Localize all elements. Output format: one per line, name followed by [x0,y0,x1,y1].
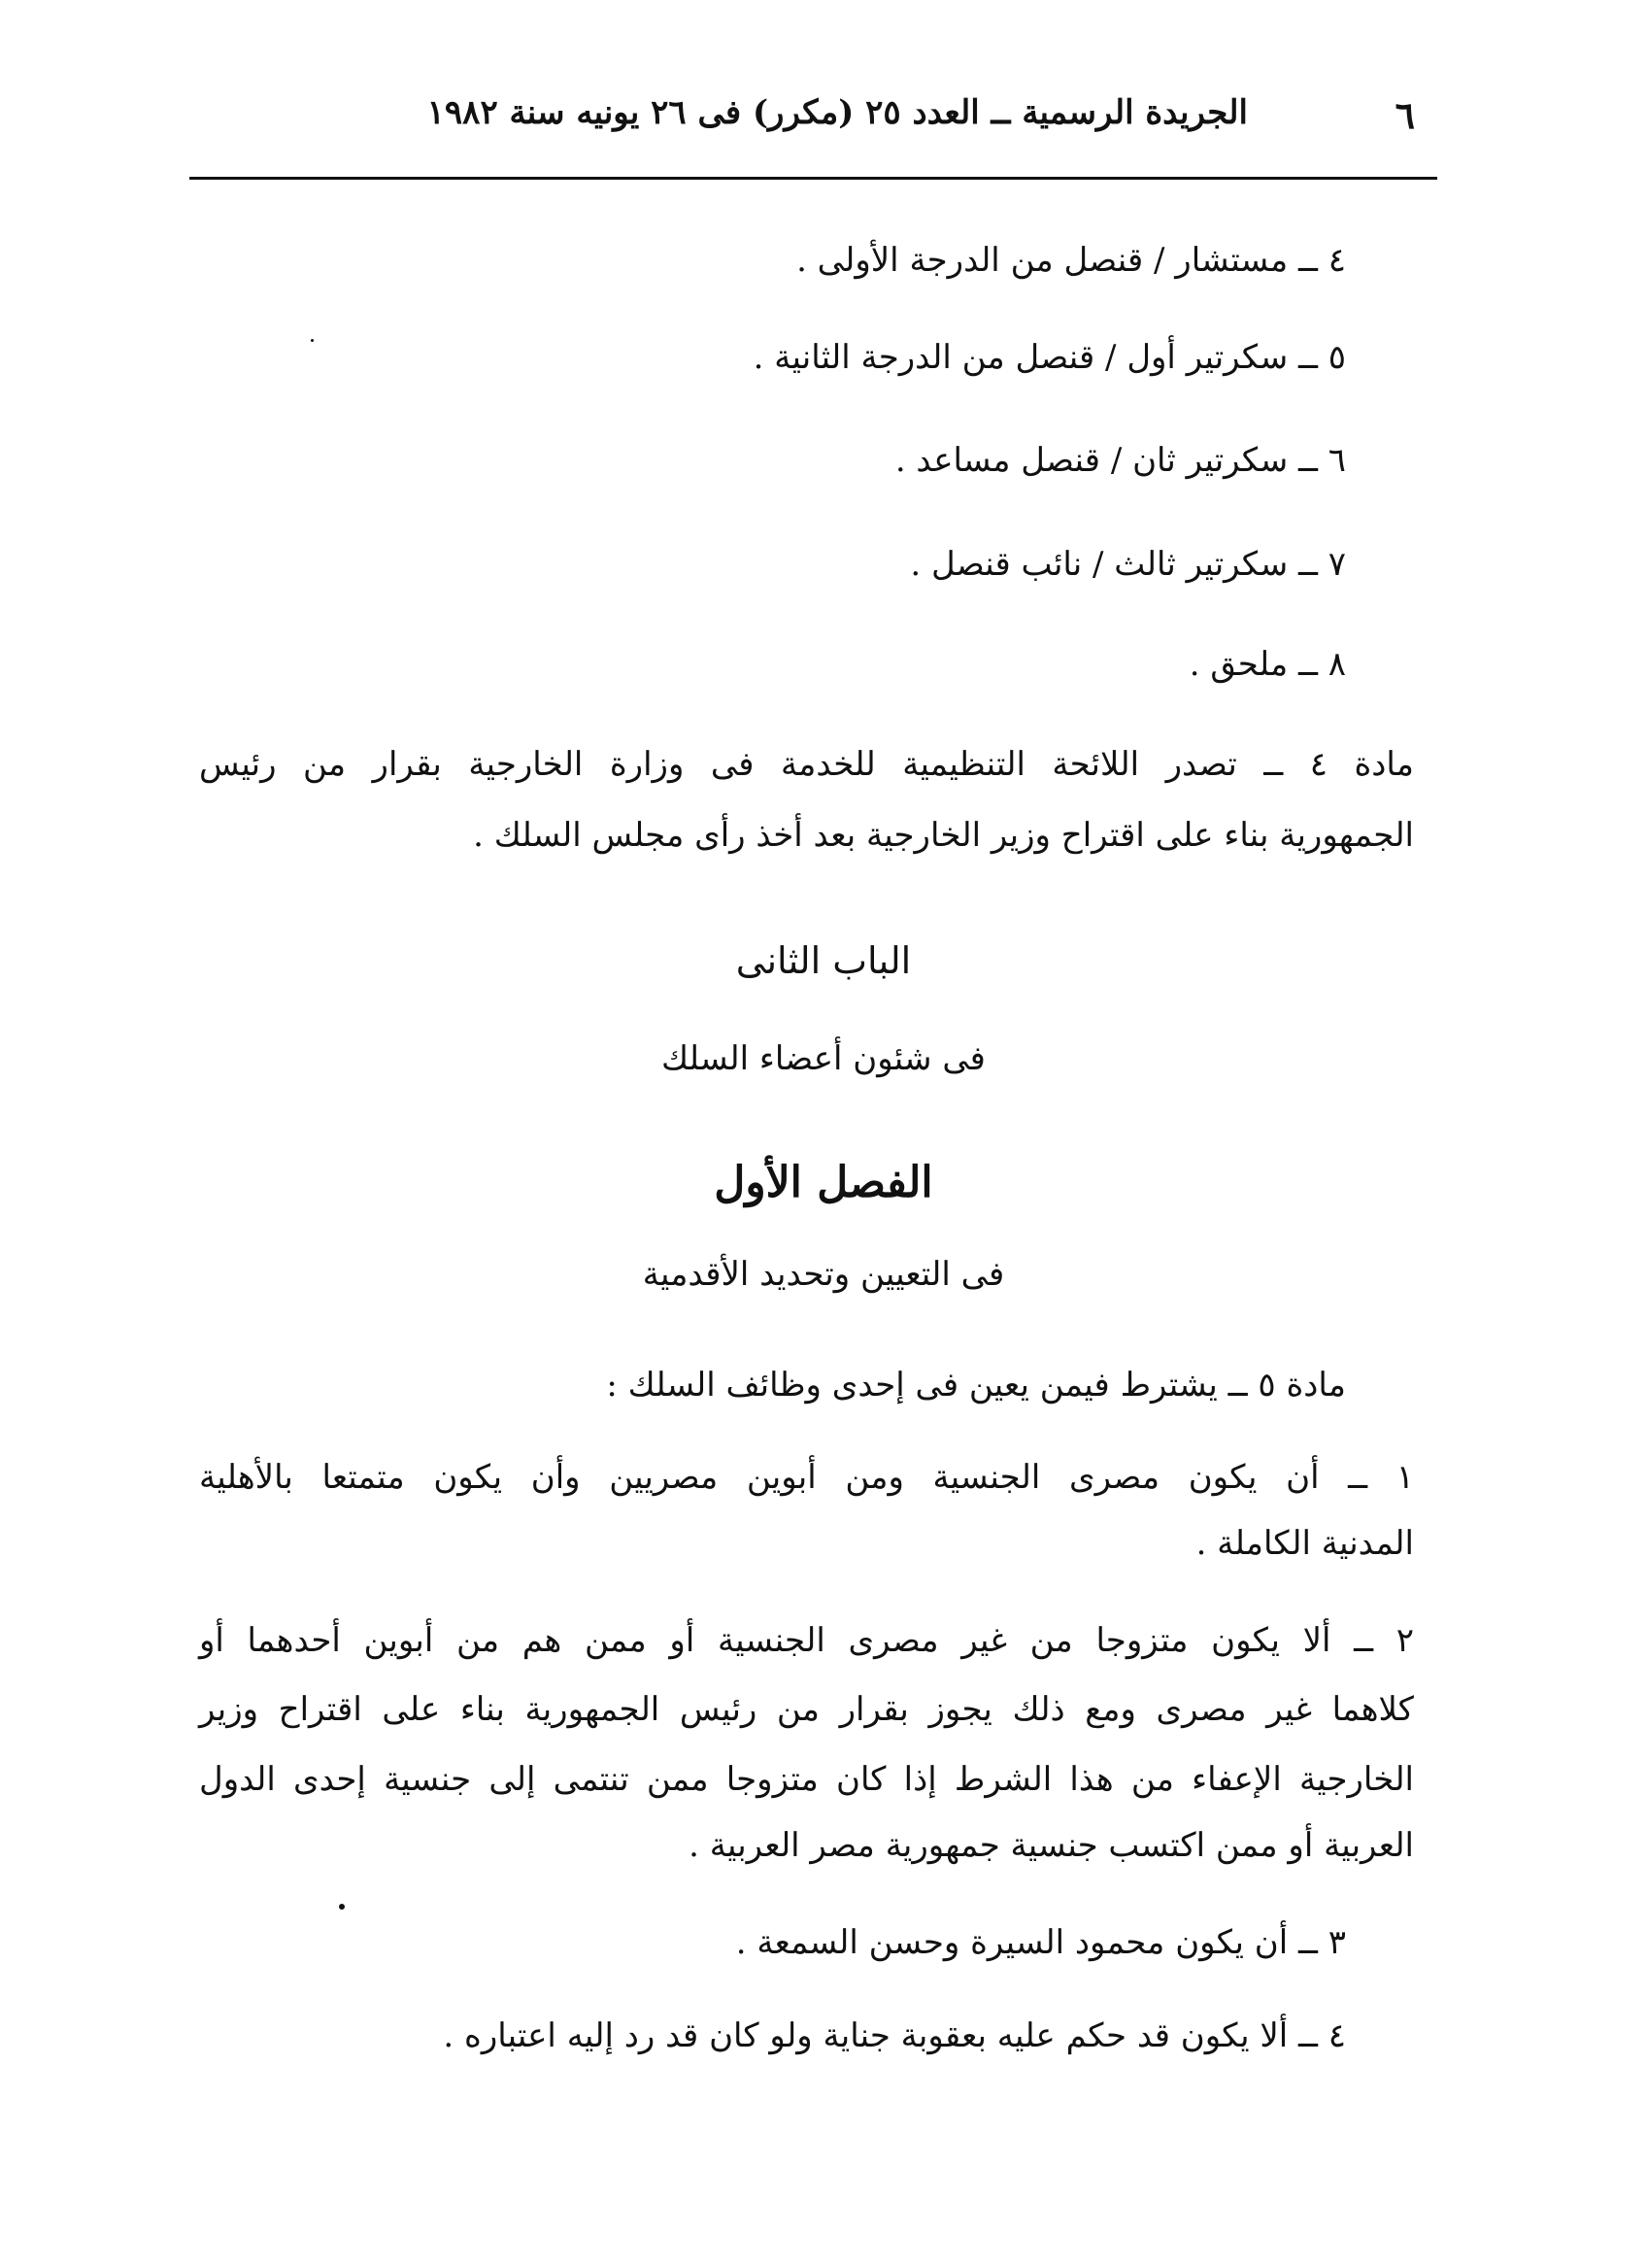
section-title: الفصل الأول [714,1158,933,1207]
rank-item: ٧ ــ سكرتير ثالث / نائب قنصل . [910,545,1346,584]
condition-1-line: ١ ــ أن يكون مصرى الجنسية ومن أبوين مصريين وأن يكون متمتعا بالأهلية [199,1458,1414,1497]
header-divider [189,177,1437,180]
page-header [189,93,1432,165]
condition-2-line: كلاهما غير مصرى ومع ذلك يجوز بقرار من رئيس الجمهورية بناء على اقتراح وزير [199,1690,1414,1729]
page-number: ٦ [1395,93,1415,137]
scan-speck [311,339,314,342]
chapter-subtitle: فى شئون أعضاء السلك [661,1039,986,1078]
condition-2-line: ٢ ــ ألا يكون متزوجا من غير مصرى الجنسية أو ممن هم من أبوين أحدهما أو [199,1621,1414,1660]
rank-item: ٤ ــ مستشار / قنصل من الدرجة الأولى . [796,241,1346,280]
condition-2-line: العربية أو ممن اكتسب جنسية جمهورية مصر العربية . [689,1826,1414,1865]
gazette-header-title: الجريدة الرسمية ــ العدد ٢٥ (مكرر) فى ٢٦ يونيه سنة ١٩٨٢ [426,93,1248,132]
condition-3: ٣ ــ أن يكون محمود السيرة وحسن السمعة . [735,1923,1346,1962]
condition-4: ٤ ــ ألا يكون قد حكم عليه بعقوبة جناية ولو كان قد رد إليه اعتباره . [443,2016,1346,2055]
article-4-line: الجمهورية بناء على اقتراح وزير الخارجية بعد أخذ رأى مجلس السلك . [473,816,1414,855]
condition-2-line: الخارجية الإعفاء من هذا الشرط إذا كان متزوجا ممن تنتمى إلى جنسية إحدى الدول [199,1760,1414,1799]
section-subtitle: فى التعيين وتحديد الأقدمية [642,1255,1005,1294]
rank-item: ٥ ــ سكرتير أول / قنصل من الدرجة الثانية . [753,338,1346,377]
rank-item: ٨ ــ ملحق . [1189,645,1346,684]
article-5-intro: مادة ٥ ــ يشترط فيمن يعين فى إحدى وظائف السلك : [606,1366,1346,1405]
scan-speck [339,1904,345,1910]
article-4-line: مادة ٤ ــ تصدر اللائحة التنظيمية للخدمة فى وزارة الخارجية بقرار من رئيس [199,745,1414,784]
condition-1-line: المدنية الكاملة . [1195,1524,1414,1563]
chapter-title: الباب الثانى [735,939,912,982]
rank-item: ٦ ــ سكرتير ثان / قنصل مساعد . [894,441,1346,480]
